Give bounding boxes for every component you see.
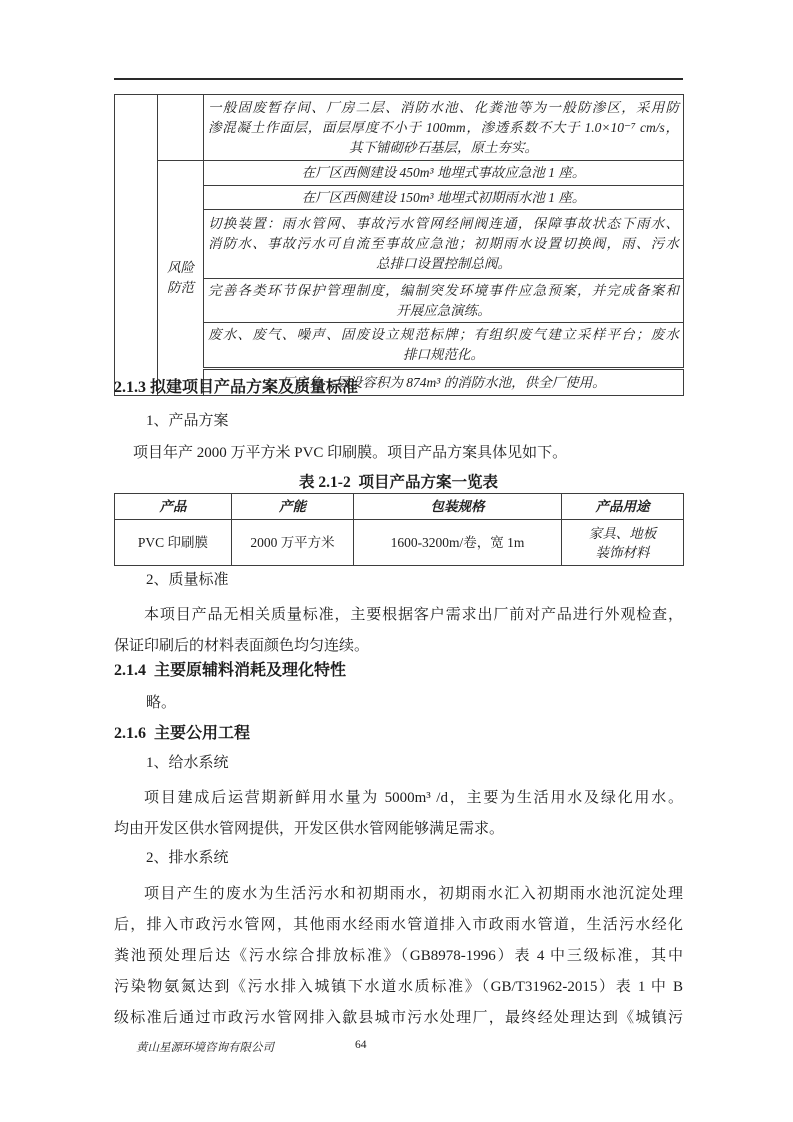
- paragraph-drainage: 项目产生的废水为生活污水和初期雨水，初期雨水汇入初期雨水池沉淀处理 后，排入市政污水管网，其他雨水经雨水管道排入市政雨水管道，生活污水经化 粪池预处理后达《污水综合排放标准》（GB8978-1996）表 4 中三级标准，其中 污染物氨氮达到《污水排入城镇下水道水质标准》（GB/T31962-2015）表 1 中 B 级标准后通过市政污水管网排入歙县城市污水处理厂，最终经处理达到《城镇污: [114, 886, 683, 1026]
- risk-measure-management-system: 完善各类环节保护管理制度，编制突发环境事件应急预案，并完成备案和 开展应急演练。: [204, 279, 684, 323]
- table-row: [115, 520, 684, 566]
- footer-page-number: 64: [355, 1039, 367, 1051]
- section-heading-2-1-4: 2.1.4 主要原辅料消耗及理化特性: [114, 662, 347, 679]
- product-table-title: 表 2.1-2 项目产品方案一览表: [299, 474, 498, 491]
- footer-company-name: 黄山星源环境咨询有限公司: [136, 1042, 274, 1054]
- risk-measure-rainwater-pool: 在厂区西侧建设 150m³ 地埋式初期雨水池 1 座。: [204, 186, 684, 210]
- paragraph-omitted: 略。: [146, 695, 177, 711]
- column-header-capacity: 产能: [232, 494, 354, 520]
- paragraph-quality-standard: 本项目产品无相关质量标准，主要根据客户需求出厂前对产品进行外观检查， 保证印刷后的材料表面颜色均匀连续。: [114, 607, 683, 654]
- paragraph-water-supply: 项目建成后运营期新鲜用水量为 5000m³ /d，主要为生活用水及绿化用水。 均由开发区供水管网提供，开发区供水管网能够满足需求。: [114, 790, 683, 837]
- list-item-drainage: 2、排水系统: [146, 850, 229, 866]
- risk-prevention-table: [114, 94, 684, 396]
- risk-measure-emergency-pool: 在厂区西侧建设 450m³ 地埋式事故应急池 1 座。: [204, 161, 684, 186]
- list-item-product-plan: 1、产品方案: [146, 413, 229, 429]
- column-header-product: 产品: [115, 494, 232, 520]
- section-heading-2-1-3: 2.1.3 拟建项目产品方案及质量标准: [114, 379, 359, 396]
- risk-measure-switch-device: 切换装置：雨水管网、事故污水管网经闸阀连通，保障事故状态下雨水、 消防水、事故污水可自流至事故应急池；初期雨水设置切换阀，雨、污水 总排口设置控制总阀。: [204, 210, 684, 279]
- page-header-rule: [114, 78, 683, 80]
- paragraph-product-output: 项目年产 2000 万平方米 PVC 印刷膜。项目产品方案具体见如下。: [133, 445, 568, 461]
- risk-measure-signage: 废水、废气、噪声、固废设立规范标牌；有组织废气建立采样平台；废水 排口规范化。: [204, 323, 684, 369]
- product-plan-table: [114, 493, 684, 566]
- column-header-packaging: 包装规格: [354, 494, 562, 520]
- list-item-water-supply: 1、给水系统: [146, 755, 229, 771]
- table-row: [115, 161, 684, 186]
- cell-usage: 家具、地板 装饰材料: [562, 520, 684, 566]
- risk-measure-fire-pool: 厂房负一层设容积为 874m³ 的消防水池，供全厂使用。: [204, 369, 684, 396]
- cell-packaging: 1600-3200m/卷，宽 1m: [354, 520, 562, 566]
- table-row: [115, 95, 684, 161]
- risk-table-outer-cell: [115, 95, 158, 396]
- cell-product-name: PVC 印刷膜: [115, 520, 232, 566]
- risk-table-empty-label-cell: [158, 95, 204, 161]
- risk-measure-anti-seepage: 一般固废暂存间、厂房二层、消防水池、化粪池等为一般防渗区，采用防 渗混凝土作面层，面层厚度不小于 100mm，渗透系数不大于 1.0×10⁻⁷ cm/s， 其下铺砌砂石基层，原土夯实。: [204, 95, 684, 161]
- table-header-row: [115, 494, 684, 520]
- cell-capacity: 2000 万平方米: [232, 520, 354, 566]
- section-heading-2-1-6: 2.1.6 主要公用工程: [114, 725, 251, 742]
- column-header-usage: 产品用途: [562, 494, 684, 520]
- list-item-quality-standard: 2、质量标准: [146, 572, 229, 588]
- risk-table-row-label: 风险防范: [158, 161, 204, 396]
